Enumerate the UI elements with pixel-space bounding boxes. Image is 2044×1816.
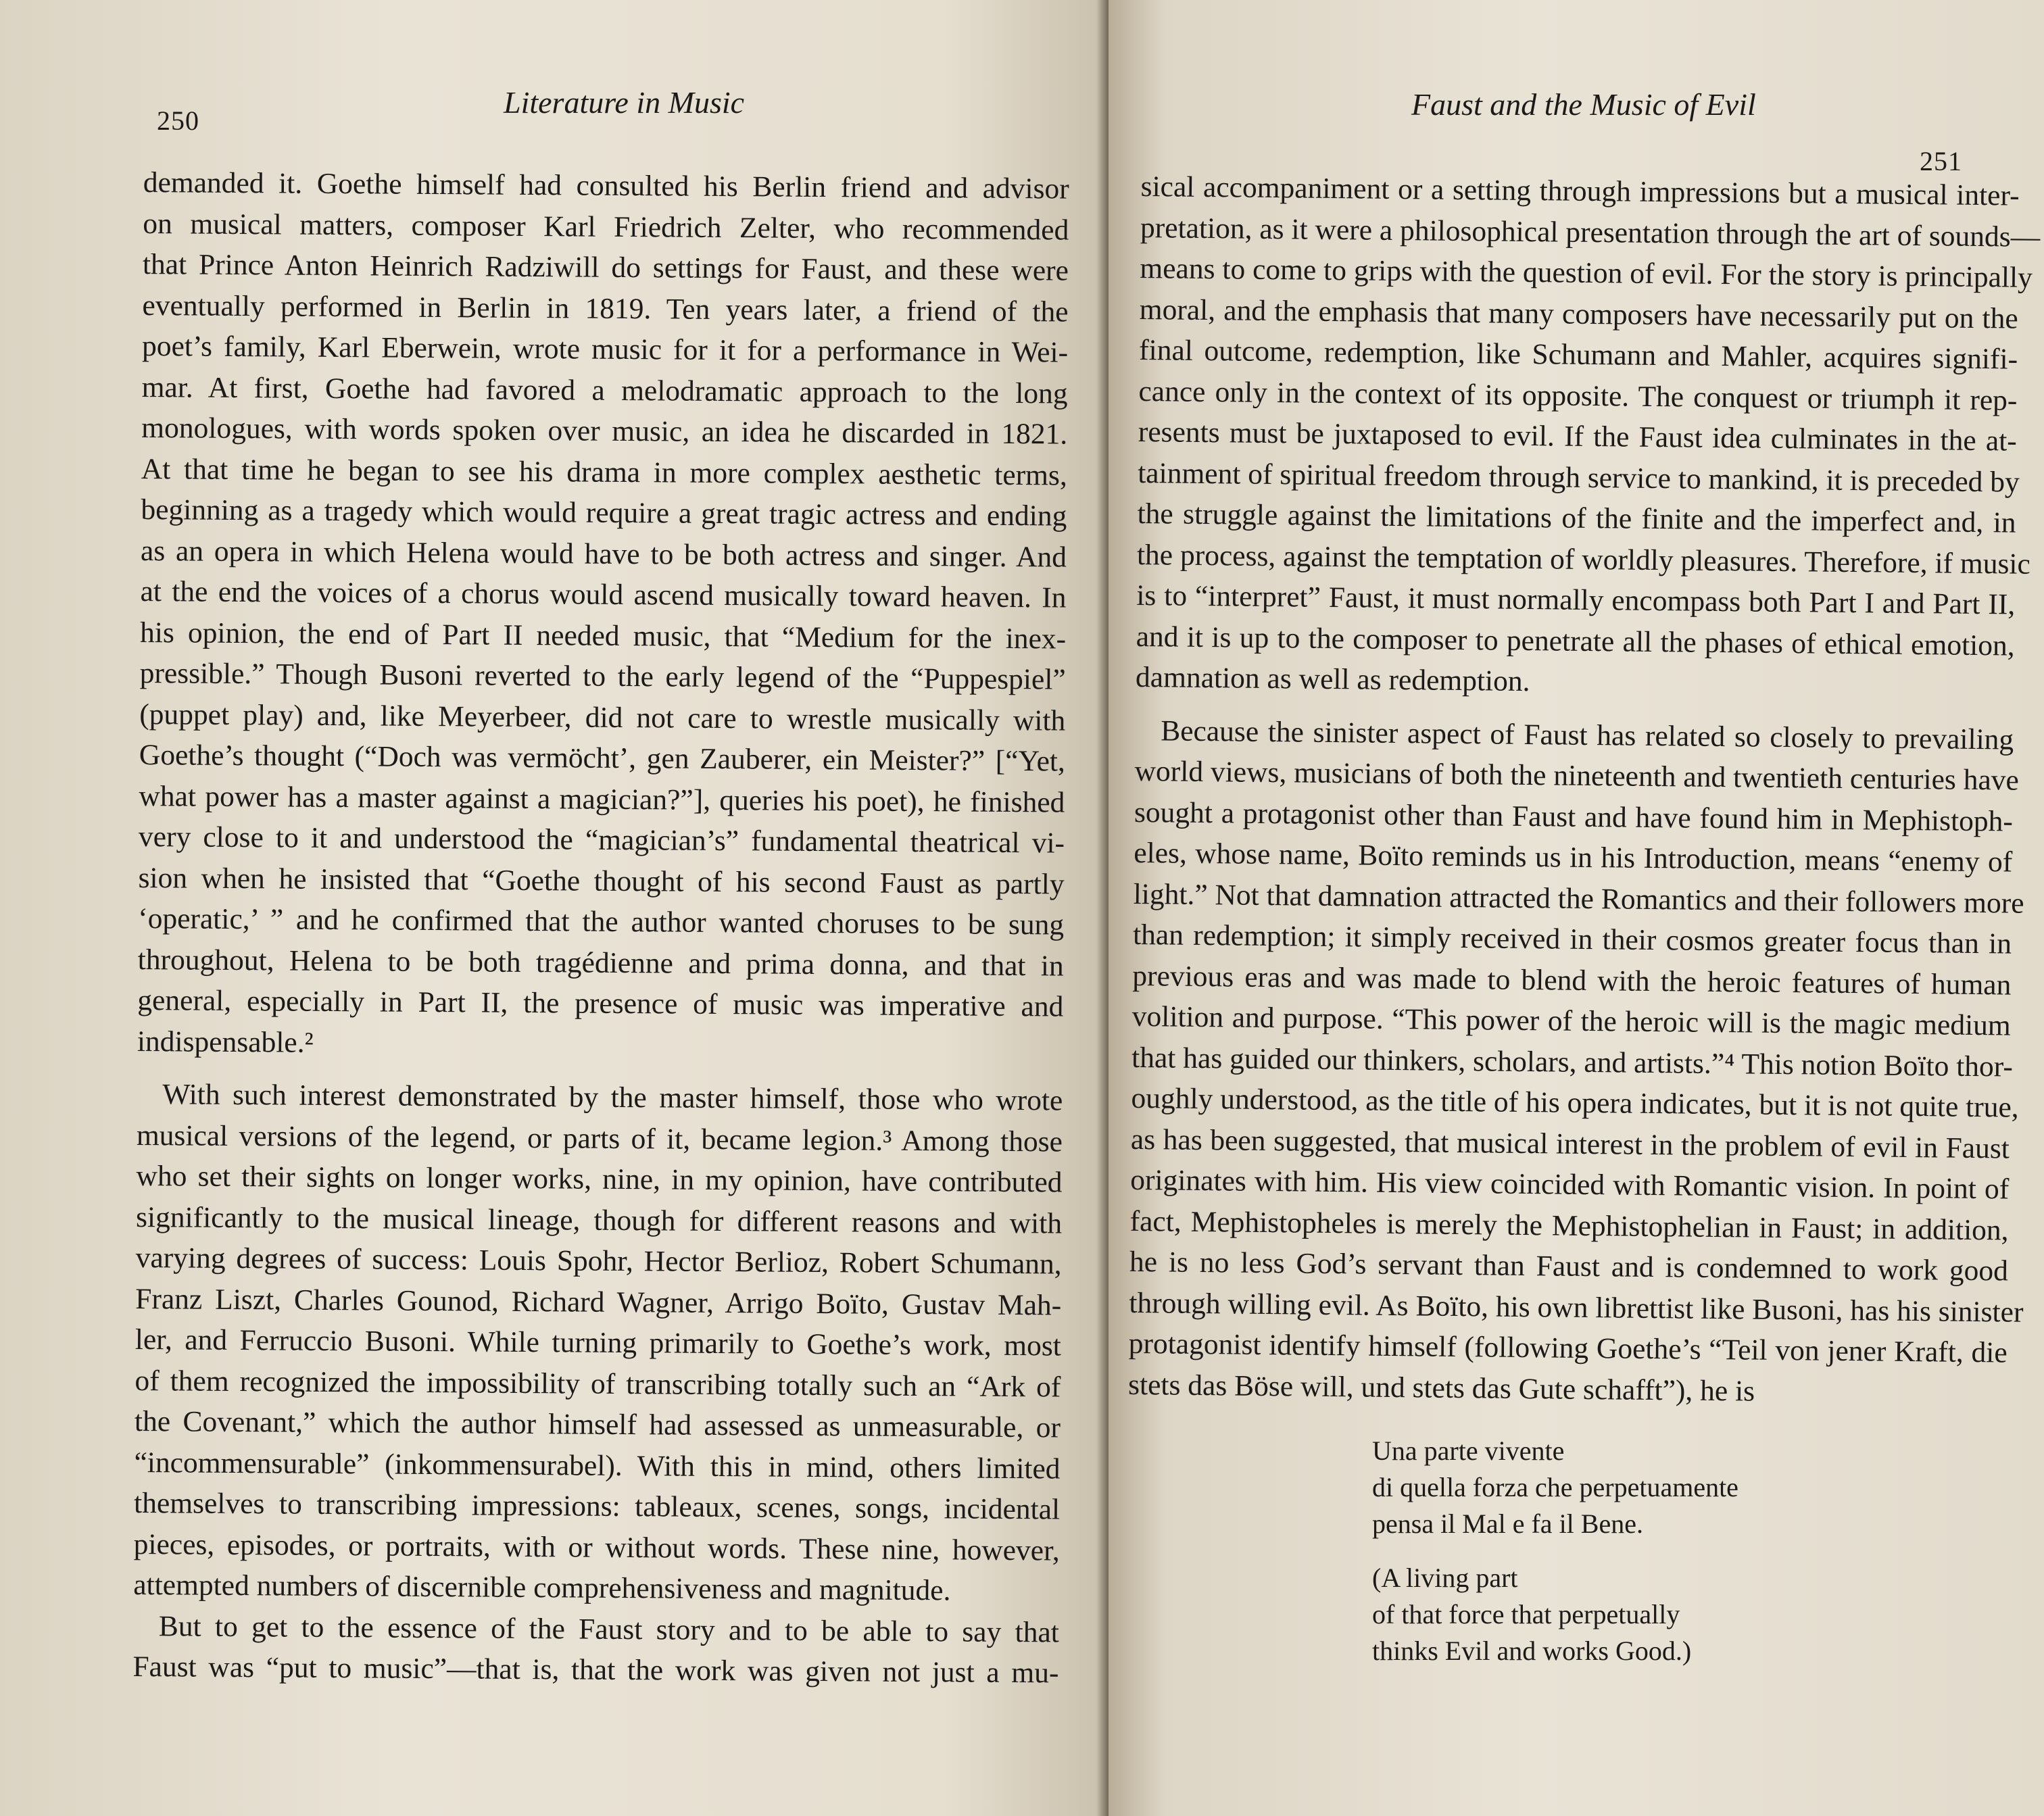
running-head-left: Literature in Music bbox=[504, 85, 745, 120]
page-number-left: 250 bbox=[157, 105, 199, 136]
text-line: at the end the voices of a chorus would ascend musically toward heaven. In bbox=[140, 574, 1067, 614]
text-line: pieces, episodes, or portraits, with or without words. These nine, however, bbox=[133, 1527, 1060, 1567]
text-line: pretation, as it were a philosophical presentation through the art of sounds— bbox=[1140, 211, 2041, 253]
verse-line: thinks Evil and works Good.) bbox=[1372, 1636, 1692, 1666]
page-number-right: 251 bbox=[1920, 146, 1962, 176]
text-line: Faust was “put to music”—that is, that the work was given not just a mu- bbox=[132, 1650, 1059, 1690]
text-line: that has guided our thinkers, scholars, and artists.”⁴ This notion Boïto thor- bbox=[1131, 1041, 2014, 1083]
text-line: But to get to the essence of the Faust story and to be able to say that bbox=[158, 1609, 1060, 1649]
text-line: “incommensurable” (inkommensurabel). With this in mind, others limited bbox=[134, 1446, 1061, 1486]
text-line: mar. At first, Goethe had favored a melodramatic approach to the long bbox=[141, 370, 1068, 410]
text-line: originates with him. His view coincided with Romantic vision. In point of bbox=[1130, 1163, 2010, 1206]
verse-line: of that force that perpetually bbox=[1372, 1599, 1680, 1629]
text-line: protagonist identify himself (following Goethe’s “Teil von jener Kraft, die bbox=[1128, 1327, 2008, 1369]
text-line: of them recognized the impossibility of transcribing totally such an “Ark of bbox=[135, 1364, 1061, 1404]
text-line: indispensable.² bbox=[137, 1025, 314, 1059]
text-line: on musical matters, composer Karl Friedrich Zelter, who recommended bbox=[143, 207, 1069, 247]
text-line: as has been suggested, that musical interest in the problem of evil in Faust bbox=[1130, 1123, 2010, 1165]
text-line: who set their sights on longer works, nine, in my opinion, have contributed bbox=[136, 1159, 1063, 1199]
text-line: than redemption; it simply received in their cosmos greater focus than in bbox=[1132, 918, 2012, 960]
text-line: Franz Liszt, Charles Gounod, Richard Wagner, Arrigo Boïto, Gustav Mah- bbox=[135, 1282, 1062, 1322]
text-line: is to “interpret” Faust, it must normally encompass both Part I and Part II, bbox=[1136, 579, 2016, 621]
running-head-right: Faust and the Music of Evil bbox=[1411, 87, 1756, 122]
text-line: what power has a master against a magician?”], queries his poet), he finished bbox=[139, 779, 1065, 819]
text-line: ler, and Ferruccio Busoni. While turning primarily to Goethe’s work, most bbox=[135, 1323, 1061, 1363]
right-page bbox=[1109, 0, 2044, 1816]
text-line: musical versions of the legend, or parts of it, became legion.³ Among those bbox=[136, 1119, 1063, 1158]
text-line: volition and purpose. “This power of the heroic will is the magic medium bbox=[1132, 1000, 2012, 1042]
text-line: the process, against the temptation of worldly pleasures. Therefore, if music bbox=[1136, 538, 2031, 581]
text-line: he is no less God’s servant than Faust and is condemned to work good bbox=[1129, 1245, 2009, 1287]
text-line: ‘operatic,’ ” and he confirmed that the author wanted choruses to be sung bbox=[138, 902, 1065, 941]
text-line: themselves to transcribing impressions: tableaux, scenes, songs, incidental bbox=[133, 1486, 1061, 1526]
text-line: (puppet play) and, like Meyerbeer, did not care to wrestle musically with bbox=[139, 697, 1066, 737]
text-line: pressible.” Though Busoni reverted to the early legend of the “Puppespiel” bbox=[139, 656, 1066, 696]
text-line: sought a protagonist other than Faust and have found him in Mephistoph- bbox=[1134, 795, 2014, 838]
text-line: the struggle against the limitations of the finite and the imperfect and, in bbox=[1137, 497, 2016, 539]
text-line: sion when he insisted that “Goethe thought of his second Faust as partly bbox=[138, 861, 1065, 901]
text-line: light.” Not that damnation attracted the Romantics and their followers more bbox=[1133, 877, 2024, 920]
text-line: through willing evil. As Boïto, his own librettist like Busoni, has his sinister bbox=[1129, 1286, 2024, 1329]
text-line: and it is up to the composer to penetrate all the phases of ethical emotion, bbox=[1136, 620, 2015, 662]
text-line: Goethe’s thought (“Doch was vermöcht’, gen Zauberer, ein Meister?” [“Yet, bbox=[139, 738, 1066, 778]
text-line: eles, whose name, Boïto reminds us in his Introduction, means “enemy of bbox=[1134, 836, 2013, 879]
text-line: general, especially in Part II, the presence of music was imperative and bbox=[137, 983, 1064, 1023]
text-line: throughout, Helena to be both tragédienne and prima donna, and that in bbox=[137, 943, 1064, 983]
text-line: varying degrees of success: Louis Spohr, Hector Berlioz, Robert Schumann, bbox=[135, 1241, 1062, 1281]
text-line: monologues, with words spoken over music, an idea he discarded in 1821. bbox=[141, 411, 1068, 451]
text-line: previous eras and was made to blend with the heroic features of human bbox=[1132, 959, 2012, 1002]
text-line: means to come to grips with the question of evil. For the story is principally bbox=[1140, 251, 2033, 294]
text-line: cance only in the context of its opposite. The conquest or triumph it rep- bbox=[1138, 374, 2018, 417]
text-line: At that time he began to see his drama in more complex aesthetic terms, bbox=[141, 452, 1067, 492]
left-body-text bbox=[132, 162, 1069, 1694]
right-body-text bbox=[1127, 166, 2041, 1415]
text-line: the Covenant,” which the author himself had assessed as unmeasurable, or bbox=[134, 1404, 1061, 1444]
verse-line: Una parte vivente bbox=[1372, 1435, 1565, 1466]
text-line: very close to it and understood the “magician’s” fundamental theatrical vi- bbox=[138, 820, 1065, 860]
text-line: eventually performed in Berlin in 1819. Ten years later, a friend of the bbox=[142, 289, 1069, 328]
text-line: world views, musicians of both the nineteenth and twentieth centuries have bbox=[1134, 754, 2020, 797]
text-line: damnation as well as redemption. bbox=[1135, 660, 1530, 698]
verse-english bbox=[1372, 1560, 1738, 1669]
verse-italian bbox=[1372, 1433, 1738, 1542]
text-line: his opinion, the end of Part II needed music, that “Medium for the inex- bbox=[139, 616, 1067, 656]
verse-line: di quella forza che perpetuamente bbox=[1372, 1472, 1738, 1502]
text-line: demanded it. Goethe himself had consulted his Berlin friend and advisor bbox=[143, 166, 1069, 205]
text-line: resents must be juxtaposed to evil. If the Faust idea culminates in the at- bbox=[1138, 415, 2018, 458]
text-line: Because the sinister aspect of Faust has related so closely to prevailing bbox=[1161, 714, 2014, 756]
text-line: stets das Böse will, und stets das Gute schafft”), he is bbox=[1127, 1368, 1755, 1408]
text-line: oughly understood, as the title of his opera indicates, but it is not quite true, bbox=[1131, 1081, 2019, 1124]
text-line: With such interest demonstrated by the master himself, those who wrote bbox=[162, 1078, 1063, 1117]
text-line: as an opera in which Helena would have to be both actress and singer. And bbox=[140, 534, 1067, 574]
text-line: that Prince Anton Heinrich Radziwill do settings for Faust, and these were bbox=[142, 247, 1069, 287]
verse-line: (A living part bbox=[1372, 1563, 1518, 1593]
text-line: tainment of spiritual freedom through service to mankind, it is preceded by bbox=[1137, 456, 2020, 499]
text-line: fact, Mephistopheles is merely the Mephistophelian in Faust; in addition, bbox=[1129, 1204, 2009, 1247]
text-line: poet’s family, Karl Eberwein, wrote music for it for a performance in Wei- bbox=[141, 329, 1069, 369]
text-line: final outcome, redemption, like Schumann and Mahler, acquires signifi- bbox=[1138, 333, 2018, 376]
verse-quotation bbox=[1372, 1433, 1738, 1687]
text-line: moral, and the emphasis that many composers have necessarily put on the bbox=[1139, 293, 2018, 335]
text-line: sical accompaniment or a setting through impressions but a musical inter- bbox=[1140, 170, 2020, 212]
text-line: attempted numbers of discernible comprehensiveness and magnitude. bbox=[133, 1568, 951, 1607]
verse-line: pensa il Mal e fa il Bene. bbox=[1372, 1508, 1643, 1539]
text-line: beginning as a tragedy which would require a great tragic actress and ending bbox=[141, 493, 1067, 533]
text-line: significantly to the musical lineage, though for different reasons and with bbox=[135, 1200, 1063, 1240]
